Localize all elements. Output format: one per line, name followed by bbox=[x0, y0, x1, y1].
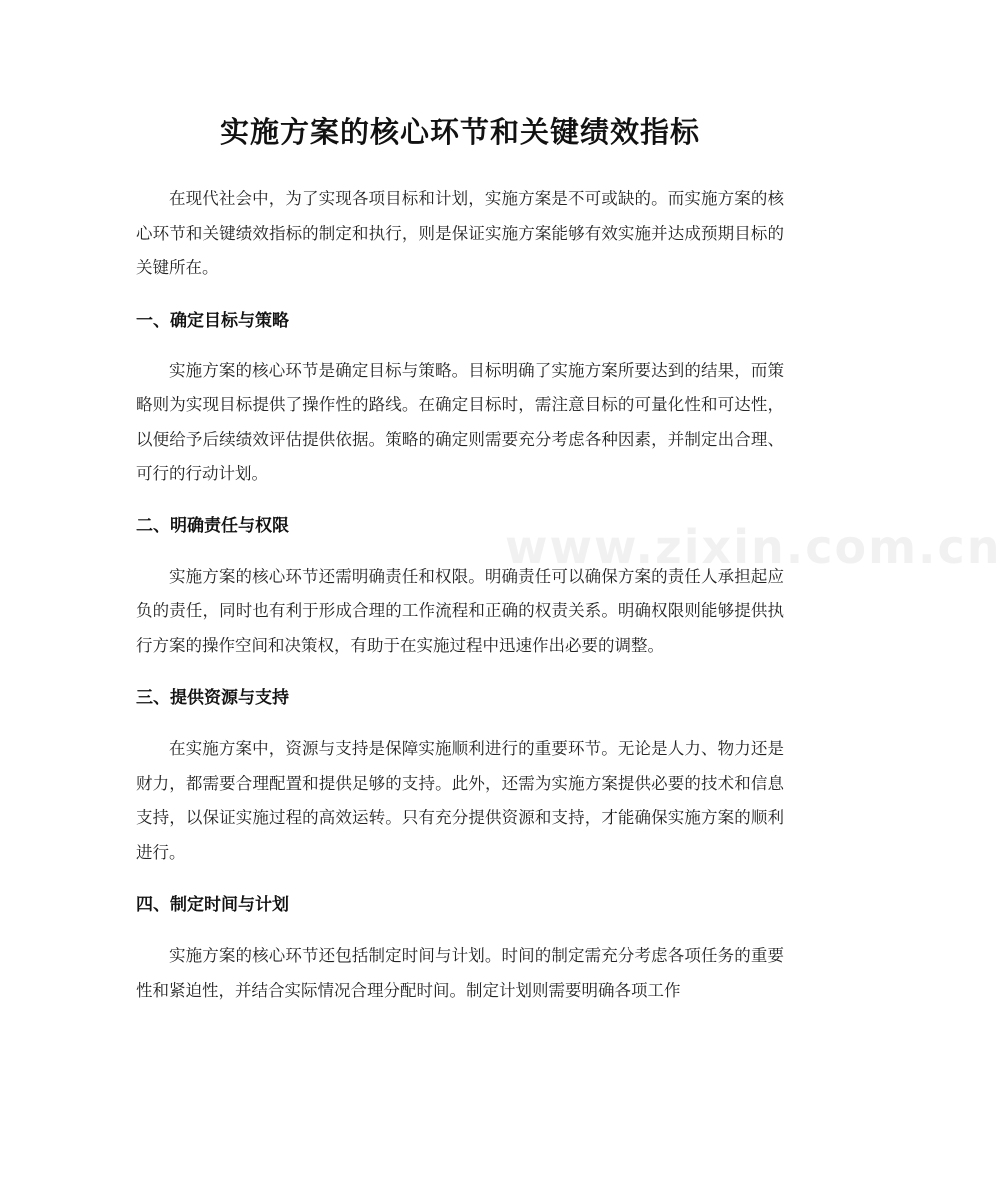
section-paragraph-1: 实施方案的核心环节是确定目标与策略。目标明确了实施方案所要达到的结果，而策略则为实现目标提供了操作性的路线。在确定目标时，需注意目标的可量化性和可达性，以便给予后续绩效评估提供依据。策略的确定则需要充分考虑各种因素，并制定出合理、可行的行动计划。 bbox=[136, 360, 784, 483]
section-heading-2: 二、明确责任与权限 bbox=[136, 515, 289, 536]
section-paragraph-3: 在实施方案中，资源与支持是保障实施顺利进行的重要环节。无论是人力、物力还是财力，都需要合理配置和提供足够的支持。此外，还需为实施方案提供必要的技术和信息支持，以保证实施过程的高效运转。只有充分提供资源和支持，才能确保实施方案的顺利进行。 bbox=[136, 739, 784, 862]
intro-paragraph: 在现代社会中，为了实现各项目标和计划，实施方案是不可或缺的。而实施方案的核心环节和关键绩效指标的制定和执行，则是保证实施方案能够有效实施并达成预期目标的关键所在。 bbox=[136, 189, 784, 277]
watermark: www.zixin.com.cn bbox=[505, 520, 1002, 574]
section-heading-1: 一、确定目标与策略 bbox=[136, 310, 289, 331]
section-heading-4: 四、制定时间与计划 bbox=[136, 895, 289, 915]
section-heading-3: 三、提供资源与支持 bbox=[136, 688, 289, 708]
page-title: 实施方案的核心环节和关键绩效指标 bbox=[219, 115, 700, 149]
document-body bbox=[136, 182, 784, 1008]
section-paragraph-4: 实施方案的核心环节还包括制定时间与计划。时间的制定需充分考虑各项任务的重要性和紧迫性，并结合实际情况合理分配时间。制定计划则需要明确各项工作 bbox=[136, 946, 784, 1000]
section-paragraph-2: 实施方案的核心环节还需明确责任和权限。明确责任可以确保方案的责任人承担起应负的责任，同时也有利于形成合理的工作流程和正确的权责关系。明确权限则能够提供执行方案的操作空间和决策权，有助于在实施过程中迅速作出必要的调整。 bbox=[136, 566, 784, 655]
